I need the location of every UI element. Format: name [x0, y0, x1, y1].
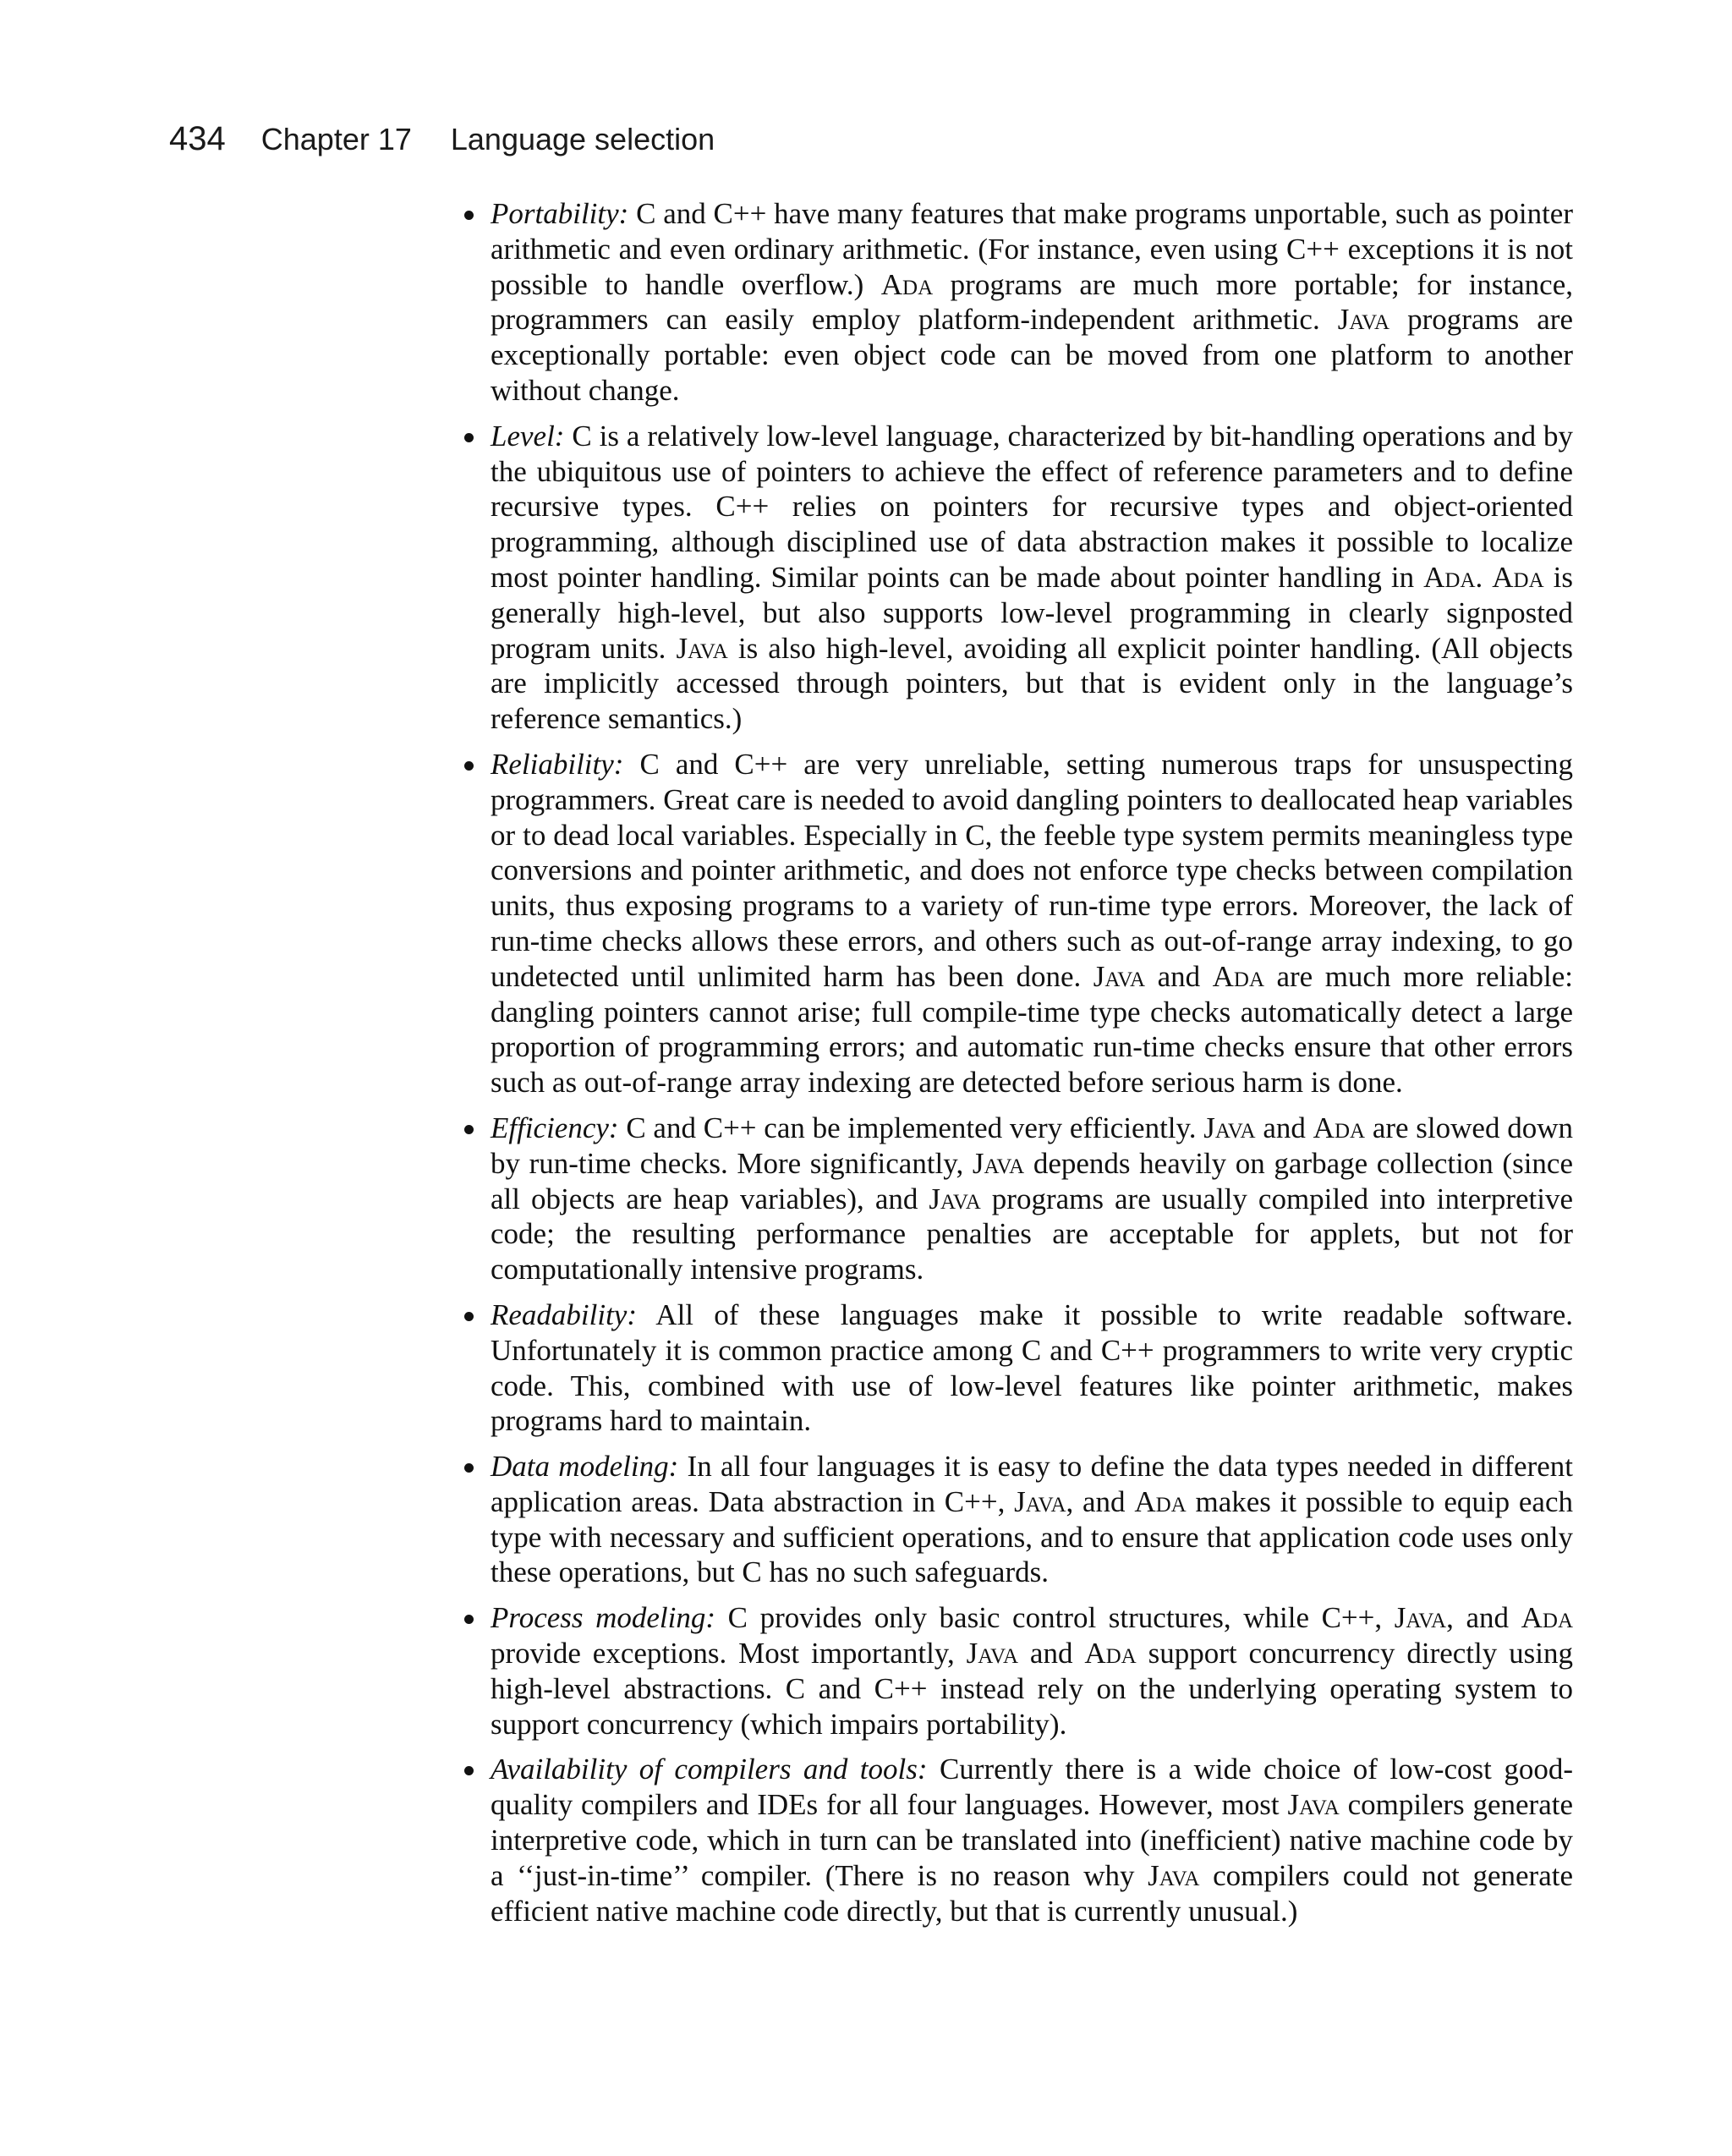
item-body [491, 197, 1573, 407]
body-text: are much more reliable: dangling pointers cannot arise; full compile-time type checks automatically detect a large proportion of programming errors; and automatic run-time checks ensure that other errors such as out-of-range array indexing are detected before serious harm is done. [491, 959, 1573, 1100]
chapter-label: Chapter 17 [260, 122, 412, 156]
body-text: and [1145, 959, 1213, 993]
body-text: All of these languages make it possible to write readable software. Unfortunately it is common practice among C and C++ programmers to write very cryptic code. This, combined with use of low-level features like pointer arithmetic, makes programs hard to maintain. [491, 1297, 1573, 1438]
list-item-reliability [491, 747, 1573, 1100]
language-name: Java [1337, 303, 1390, 337]
body-text: makes it possible to equip each type with necessary and sufficient operations, and to ensure that application code uses only these operations, but C has no such safeguards. [491, 1484, 1573, 1589]
item-term: Portability: [491, 197, 629, 230]
list-item-efficiency [491, 1111, 1573, 1287]
body-text: C provides only basic control structures, while C++, [715, 1601, 1395, 1635]
section-title: Language selection [450, 122, 715, 156]
list-item-portability [491, 196, 1573, 409]
body-text: C and C++ are very unreliable, setting numerous traps for unsuspecting programmers. Great care is needed to avoid dangling pointers to deallocated heap variables or to dead local variables. Especially in C, the feeble type system permits meaningless type conversions and pointer arithmetic, and does not enforce type checks between compilation units, thus exposing programs to a variety of run-time type errors. Moreover, the lack of run-time checks allows these errors, and others such as out-of-range array indexing, to go undetected until unlimited harm has been done. [491, 747, 1573, 993]
item-term: Data modeling: [491, 1450, 679, 1484]
criteria-list [491, 196, 1573, 1939]
running-head [169, 118, 715, 160]
language-name: Java [966, 1637, 1019, 1670]
list-item-availability [491, 1752, 1573, 1928]
item-term: Reliability: [491, 747, 624, 781]
language-name: Java [1287, 1788, 1340, 1822]
body-text: is also high-level, avoiding all explicit pointer handling. (All objects are implicitly accessed through pointers, but that is evident only in the language’s reference semantics.) [491, 631, 1573, 736]
item-body [491, 748, 1573, 1099]
item-body [491, 1111, 1573, 1286]
language-name: Ada [1492, 560, 1544, 594]
body-text: programs are exceptionally portable: even object code can be moved from one platform to another without change. [491, 303, 1573, 407]
list-item-level [491, 419, 1573, 737]
body-text: In all four languages it is easy to define the data types needed in different application areas. Data abstraction in C++, [491, 1450, 1573, 1518]
body-text: C and C++ have many features that make programs unportable, such as pointer arithmetic and even ordinary arithmetic. (For instance, even using C++ exceptions it is not possible to handle overflow.) [491, 197, 1573, 301]
language-name: Ada [1084, 1637, 1137, 1670]
body-text: compilers could not generate efficient native machine code directly, but that is currently unusual.) [491, 1858, 1573, 1928]
body-text: , and [1446, 1601, 1521, 1635]
body-text: , and [1066, 1484, 1135, 1518]
body-text: provide exceptions. Most importantly, [491, 1637, 967, 1670]
language-name: Java [1148, 1858, 1200, 1892]
language-name: Ada [1423, 560, 1476, 594]
language-name: Ada [1212, 959, 1264, 993]
language-name: Java [929, 1182, 981, 1215]
item-term: Process modeling: [491, 1601, 716, 1635]
item-term: Readability: [491, 1297, 638, 1331]
item-term: Availability of compilers and tools: [491, 1753, 928, 1786]
body-text: support concurrency directly using high-level abstractions. C and C++ instead rely on the underlying operating system to support concurrency (which impairs portability). [491, 1637, 1573, 1741]
body-text: and [1018, 1637, 1085, 1670]
list-item-readability [491, 1297, 1573, 1439]
body-text: C and C++ can be implemented very efficiently. [618, 1111, 1204, 1144]
language-name: Ada [1134, 1484, 1187, 1518]
body-text: Currently there is a wide choice of low-cost good-quality compilers and IDEs for all four languages. However, most [491, 1753, 1573, 1822]
body-text: . [1475, 560, 1493, 594]
language-name: Ada [880, 267, 934, 301]
body-text: is generally high-level, but also supports low-level programming in clearly signposted program units. [491, 560, 1574, 665]
body-text: are slowed down by run-time checks. More significantly, [491, 1111, 1573, 1180]
body-text: C is a relatively low-level language, characterized by bit-handling operations and by the ubiquitous use of pointers to achieve the effect of reference parameters and to define recursive types. C++ relies on pointers for recursive types and object-oriented programming, although disciplined use of data abstraction makes it possible to localize most pointer handling. Similar points can be made about pointer handling in [491, 419, 1573, 594]
item-term: Level: [491, 419, 565, 453]
language-name: Java [1014, 1484, 1066, 1518]
item-term: Efficiency: [491, 1111, 619, 1144]
body-text: and [1255, 1111, 1313, 1144]
body-text: compilers generate interpretive code, which in turn can be translated into (inefficient) native machine code by a ‘‘just-in-time’’ compiler. (There is no reason why [491, 1788, 1574, 1892]
item-body [491, 420, 1573, 735]
body-text: programs are much more portable; for instance, programmers can easily employ platform-independent arithmetic. [491, 267, 1573, 337]
language-name: Java [1203, 1111, 1256, 1144]
page-number: 434 [169, 120, 226, 157]
language-name: Ada [1313, 1111, 1366, 1144]
body-text: programs are usually compiled into interpretive code; the resulting performance penalties are acceptable for applets, but not for computationally intensive programs. [491, 1182, 1573, 1286]
body-text: depends heavily on garbage collection (since all objects are heap variables), and [491, 1146, 1573, 1215]
language-name: Java [1093, 959, 1146, 993]
list-item-process-modeling [491, 1600, 1573, 1742]
language-name: Java [1394, 1601, 1447, 1635]
language-name: Java [972, 1146, 1025, 1180]
list-item-data-modeling [491, 1449, 1573, 1590]
item-body [491, 1298, 1573, 1437]
language-name: Java [676, 631, 728, 665]
language-name: Ada [1521, 1601, 1573, 1635]
